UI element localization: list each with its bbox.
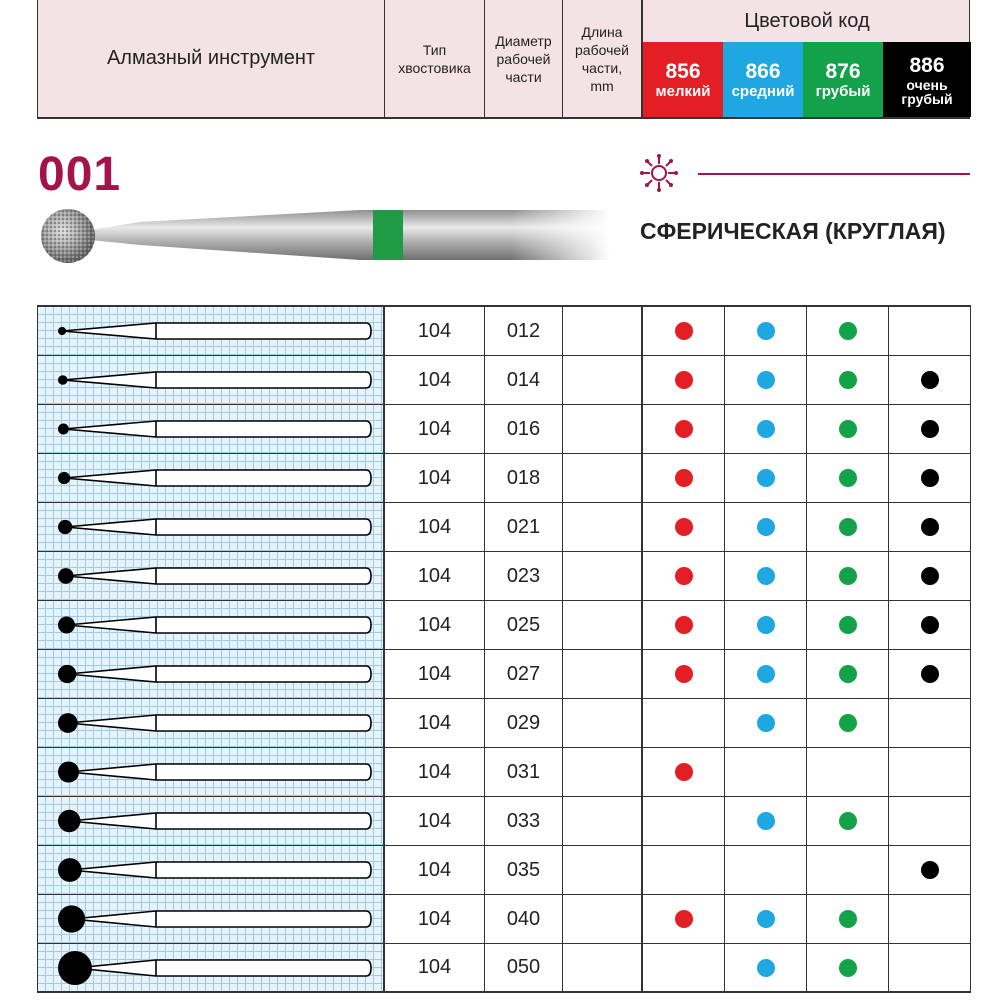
length-cell xyxy=(563,797,643,845)
grit-876-cell xyxy=(807,405,889,453)
availability-dot xyxy=(757,371,775,389)
availability-dot xyxy=(839,812,857,830)
bur-head xyxy=(58,375,68,385)
table-row xyxy=(38,307,971,356)
grit-856-cell xyxy=(643,307,725,355)
grit-856-cell xyxy=(643,552,725,600)
diameter-cell: 016 xyxy=(485,405,563,453)
code-876 xyxy=(803,42,883,117)
bur-drawing xyxy=(48,409,378,449)
bur-drawing xyxy=(48,605,378,645)
shape-name: СФЕРИЧЕСКАЯ (КРУГЛАЯ) xyxy=(640,218,946,244)
grit-876-cell xyxy=(807,356,889,404)
shape-icon xyxy=(640,154,678,192)
grit-876-cell xyxy=(807,601,889,649)
grit-886-cell xyxy=(889,356,971,404)
grit-856-cell xyxy=(643,797,725,845)
code-866 xyxy=(723,42,803,117)
availability-dot xyxy=(675,371,693,389)
diameter-cell: 031 xyxy=(485,748,563,796)
diameter-cell: 021 xyxy=(485,503,563,551)
table-row xyxy=(38,846,971,895)
bur-head xyxy=(58,665,76,683)
grit-856-cell xyxy=(643,748,725,796)
code-number: 876 xyxy=(825,60,861,83)
bur-drawing xyxy=(48,311,378,351)
length-cell xyxy=(563,650,643,698)
bur-drawing-cell xyxy=(38,307,385,355)
table-row xyxy=(38,356,971,405)
bur-drawing-cell xyxy=(38,650,385,698)
bur-shank-outline xyxy=(68,715,371,731)
availability-dot xyxy=(675,420,693,438)
bur-head xyxy=(58,761,79,782)
table-row xyxy=(38,748,971,797)
length-cell xyxy=(563,454,643,502)
availability-dot xyxy=(757,812,775,830)
grit-876-cell xyxy=(807,895,889,943)
grit-856-cell xyxy=(643,601,725,649)
grit-876-cell xyxy=(807,503,889,551)
length-cell xyxy=(563,699,643,747)
grit-886-cell xyxy=(889,944,971,991)
grit-866-cell xyxy=(725,454,807,502)
table-row xyxy=(38,699,971,748)
bur-drawing xyxy=(48,556,378,596)
shank-cell: 104 xyxy=(385,748,485,796)
grit-866-cell xyxy=(725,356,807,404)
availability-dot xyxy=(675,910,693,928)
bur-drawing-cell xyxy=(38,797,385,845)
length-cell xyxy=(563,601,643,649)
bur-drawing xyxy=(48,703,378,743)
diameter-cell: 014 xyxy=(485,356,563,404)
diameter-cell: 012 xyxy=(485,307,563,355)
availability-dot xyxy=(921,567,939,585)
bur-head xyxy=(58,424,69,435)
bur-shank-outline xyxy=(62,323,371,339)
availability-dot xyxy=(675,763,693,781)
grit-886-cell xyxy=(889,797,971,845)
diameter-cell: 027 xyxy=(485,650,563,698)
length-cell xyxy=(563,846,643,894)
size-table xyxy=(37,305,971,993)
length-cell xyxy=(563,503,643,551)
shank-column-header xyxy=(385,0,485,117)
bur-drawing-cell xyxy=(38,601,385,649)
length-cell xyxy=(563,552,643,600)
diameter-cell: 035 xyxy=(485,846,563,894)
bur-drawing xyxy=(48,507,378,547)
availability-dot xyxy=(921,371,939,389)
shank-cell: 104 xyxy=(385,944,485,991)
bur-drawing-cell xyxy=(38,356,385,404)
availability-dot xyxy=(757,665,775,683)
grit-886-cell xyxy=(889,748,971,796)
grit-876-cell xyxy=(807,846,889,894)
availability-dot xyxy=(839,469,857,487)
bur-head xyxy=(58,858,82,882)
bur-shank-outline xyxy=(66,568,371,584)
length-label-line: Длина xyxy=(581,23,623,40)
diameter-cell: 040 xyxy=(485,895,563,943)
grit-886-cell xyxy=(889,699,971,747)
length-cell xyxy=(563,748,643,796)
shank-cell: 104 xyxy=(385,503,485,551)
bur-drawing xyxy=(48,850,378,890)
bur-shank-outline xyxy=(64,470,371,486)
grit-856-cell xyxy=(643,405,725,453)
color-code-header xyxy=(643,0,971,117)
grit-866-cell xyxy=(725,307,807,355)
bur-drawing xyxy=(48,752,378,792)
availability-dot xyxy=(757,518,775,536)
grit-856-cell xyxy=(643,846,725,894)
availability-dot xyxy=(921,469,939,487)
bur-drawing xyxy=(48,899,378,939)
table-row xyxy=(38,797,971,846)
availability-dot xyxy=(921,665,939,683)
product-number: 001 xyxy=(38,148,122,201)
availability-dot xyxy=(757,910,775,928)
grit-866-cell xyxy=(725,650,807,698)
diameter-cell: 023 xyxy=(485,552,563,600)
grit-866-cell xyxy=(725,895,807,943)
availability-dot xyxy=(675,567,693,585)
availability-dot xyxy=(839,714,857,732)
shank-cell: 104 xyxy=(385,895,485,943)
diameter-label-line: Диаметр xyxy=(495,32,552,49)
bur-drawing xyxy=(48,801,378,841)
length-cell xyxy=(563,307,643,355)
availability-dot xyxy=(757,322,775,340)
diameter-label-line: рабочей xyxy=(496,50,551,67)
bur-drawing-cell xyxy=(38,895,385,943)
grit-866-cell xyxy=(725,601,807,649)
shank-label-line: Тип xyxy=(422,41,447,58)
grit-876-cell xyxy=(807,454,889,502)
bur-drawing-cell xyxy=(38,503,385,551)
code-label: мелкий xyxy=(655,83,711,100)
bur-shank-outline xyxy=(72,911,371,927)
availability-dot xyxy=(839,322,857,340)
shank-cell: 104 xyxy=(385,552,485,600)
diameter-column-header xyxy=(485,0,563,117)
grit-856-cell xyxy=(643,699,725,747)
diameter-cell: 050 xyxy=(485,944,563,991)
shank-cell: 104 xyxy=(385,307,485,355)
color-code-row xyxy=(643,42,971,117)
bur-drawing-cell xyxy=(38,748,385,796)
availability-dot xyxy=(839,420,857,438)
code-label: грубый xyxy=(815,83,871,100)
shank-cell: 104 xyxy=(385,601,485,649)
grit-886-cell xyxy=(889,454,971,502)
availability-dot xyxy=(921,616,939,634)
bur-drawing-cell xyxy=(38,944,385,991)
availability-dot xyxy=(839,371,857,389)
grit-866-cell xyxy=(725,503,807,551)
length-cell xyxy=(563,356,643,404)
code-label: средний xyxy=(731,83,795,100)
bur-shank-outline xyxy=(75,960,371,976)
grit-876-cell xyxy=(807,699,889,747)
bur-head xyxy=(58,905,85,932)
grit-886-cell xyxy=(889,650,971,698)
grit-856-cell xyxy=(643,650,725,698)
grit-876-cell xyxy=(807,748,889,796)
bur-shank-outline xyxy=(63,372,371,388)
grit-886-cell xyxy=(889,552,971,600)
table-row xyxy=(38,650,971,699)
color-band xyxy=(373,210,403,260)
availability-dot xyxy=(675,616,693,634)
code-886 xyxy=(883,42,971,117)
availability-dot xyxy=(921,420,939,438)
tool-label: Алмазный инструмент xyxy=(106,47,316,69)
diameter-cell: 029 xyxy=(485,699,563,747)
grit-856-cell xyxy=(643,944,725,991)
grit-886-cell xyxy=(889,601,971,649)
table-row xyxy=(38,454,971,503)
availability-dot xyxy=(675,469,693,487)
diameter-label-line: части xyxy=(505,68,542,85)
grit-886-cell xyxy=(889,405,971,453)
grit-876-cell xyxy=(807,650,889,698)
grit-856-cell xyxy=(643,356,725,404)
grit-866-cell xyxy=(725,748,807,796)
availability-dot xyxy=(921,518,939,536)
grit-866-cell xyxy=(725,846,807,894)
availability-dot xyxy=(757,567,775,585)
grit-856-cell xyxy=(643,454,725,502)
grit-886-cell xyxy=(889,895,971,943)
color-code-title: Цветовой код xyxy=(744,10,870,32)
bur-head xyxy=(58,810,80,832)
code-label: очень грубый xyxy=(901,76,953,107)
availability-dot xyxy=(839,959,857,977)
diameter-cell: 025 xyxy=(485,601,563,649)
code-856 xyxy=(643,42,723,117)
bur-head xyxy=(58,568,74,584)
grit-876-cell xyxy=(807,552,889,600)
code-number: 856 xyxy=(665,60,701,83)
availability-dot xyxy=(757,714,775,732)
table-row xyxy=(38,405,971,454)
table-row xyxy=(38,552,971,601)
shank-cell: 104 xyxy=(385,650,485,698)
grit-856-cell xyxy=(643,895,725,943)
bur-head xyxy=(58,520,72,534)
bur-head xyxy=(58,951,92,985)
grit-866-cell xyxy=(725,944,807,991)
grit-866-cell xyxy=(725,699,807,747)
bur-photo xyxy=(30,190,610,280)
length-label-line: рабочей xyxy=(575,41,629,58)
table-row xyxy=(38,944,971,993)
bur-shank-outline xyxy=(63,421,371,437)
bur-shank-outline xyxy=(65,519,371,535)
grit-886-cell xyxy=(889,846,971,894)
bur-shank-outline xyxy=(69,813,371,829)
shank-cell: 104 xyxy=(385,356,485,404)
tool-column-header xyxy=(38,0,385,117)
availability-dot xyxy=(839,567,857,585)
shank-label-line: хвостовика xyxy=(398,59,471,76)
availability-dot xyxy=(757,420,775,438)
bur-shank-outline xyxy=(70,862,371,878)
availability-dot xyxy=(675,322,693,340)
shank-cell: 104 xyxy=(385,405,485,453)
availability-dot xyxy=(757,616,775,634)
table-row xyxy=(38,895,971,944)
length-label-line: части, xyxy=(581,59,623,76)
bur-head xyxy=(58,713,78,733)
bur-head xyxy=(58,472,70,484)
code-number: 886 xyxy=(909,53,945,77)
grit-856-cell xyxy=(643,503,725,551)
shank-cell: 104 xyxy=(385,846,485,894)
bur-drawing xyxy=(48,948,378,988)
bur-shank-outline xyxy=(67,666,371,682)
grit-876-cell xyxy=(807,944,889,991)
availability-dot xyxy=(675,665,693,683)
bur-shank-outline xyxy=(67,617,372,633)
grit-886-cell xyxy=(889,307,971,355)
bur-drawing-cell xyxy=(38,454,385,502)
grit-866-cell xyxy=(725,552,807,600)
availability-dot xyxy=(757,959,775,977)
availability-dot xyxy=(839,910,857,928)
table-row xyxy=(38,601,971,650)
length-column-header xyxy=(563,0,643,117)
length-cell xyxy=(563,895,643,943)
bur-drawing xyxy=(48,360,378,400)
bur-drawing-cell xyxy=(38,699,385,747)
bur-head xyxy=(58,617,75,634)
bur-drawing-cell xyxy=(38,846,385,894)
length-label-line: mm xyxy=(590,77,614,94)
bur-drawing xyxy=(48,654,378,694)
bur-drawing-cell xyxy=(38,405,385,453)
bur-shank-outline xyxy=(69,764,371,780)
shank-cell: 104 xyxy=(385,797,485,845)
availability-dot xyxy=(839,616,857,634)
grit-876-cell xyxy=(807,797,889,845)
shape-divider xyxy=(698,173,970,175)
length-cell xyxy=(563,405,643,453)
grit-866-cell xyxy=(725,405,807,453)
grit-866-cell xyxy=(725,797,807,845)
header-table xyxy=(37,0,970,119)
bur-drawing xyxy=(48,458,378,498)
grit-886-cell xyxy=(889,503,971,551)
bur-head xyxy=(58,327,66,335)
shank-cell: 104 xyxy=(385,699,485,747)
availability-dot xyxy=(757,469,775,487)
availability-dot xyxy=(921,861,939,879)
shank-cell: 104 xyxy=(385,454,485,502)
table-row xyxy=(38,503,971,552)
availability-dot xyxy=(839,665,857,683)
code-number: 866 xyxy=(745,60,781,83)
diameter-cell: 033 xyxy=(485,797,563,845)
length-cell xyxy=(563,944,643,991)
grit-876-cell xyxy=(807,307,889,355)
availability-dot xyxy=(675,518,693,536)
availability-dot xyxy=(839,518,857,536)
bur-drawing-cell xyxy=(38,552,385,600)
diameter-cell: 018 xyxy=(485,454,563,502)
